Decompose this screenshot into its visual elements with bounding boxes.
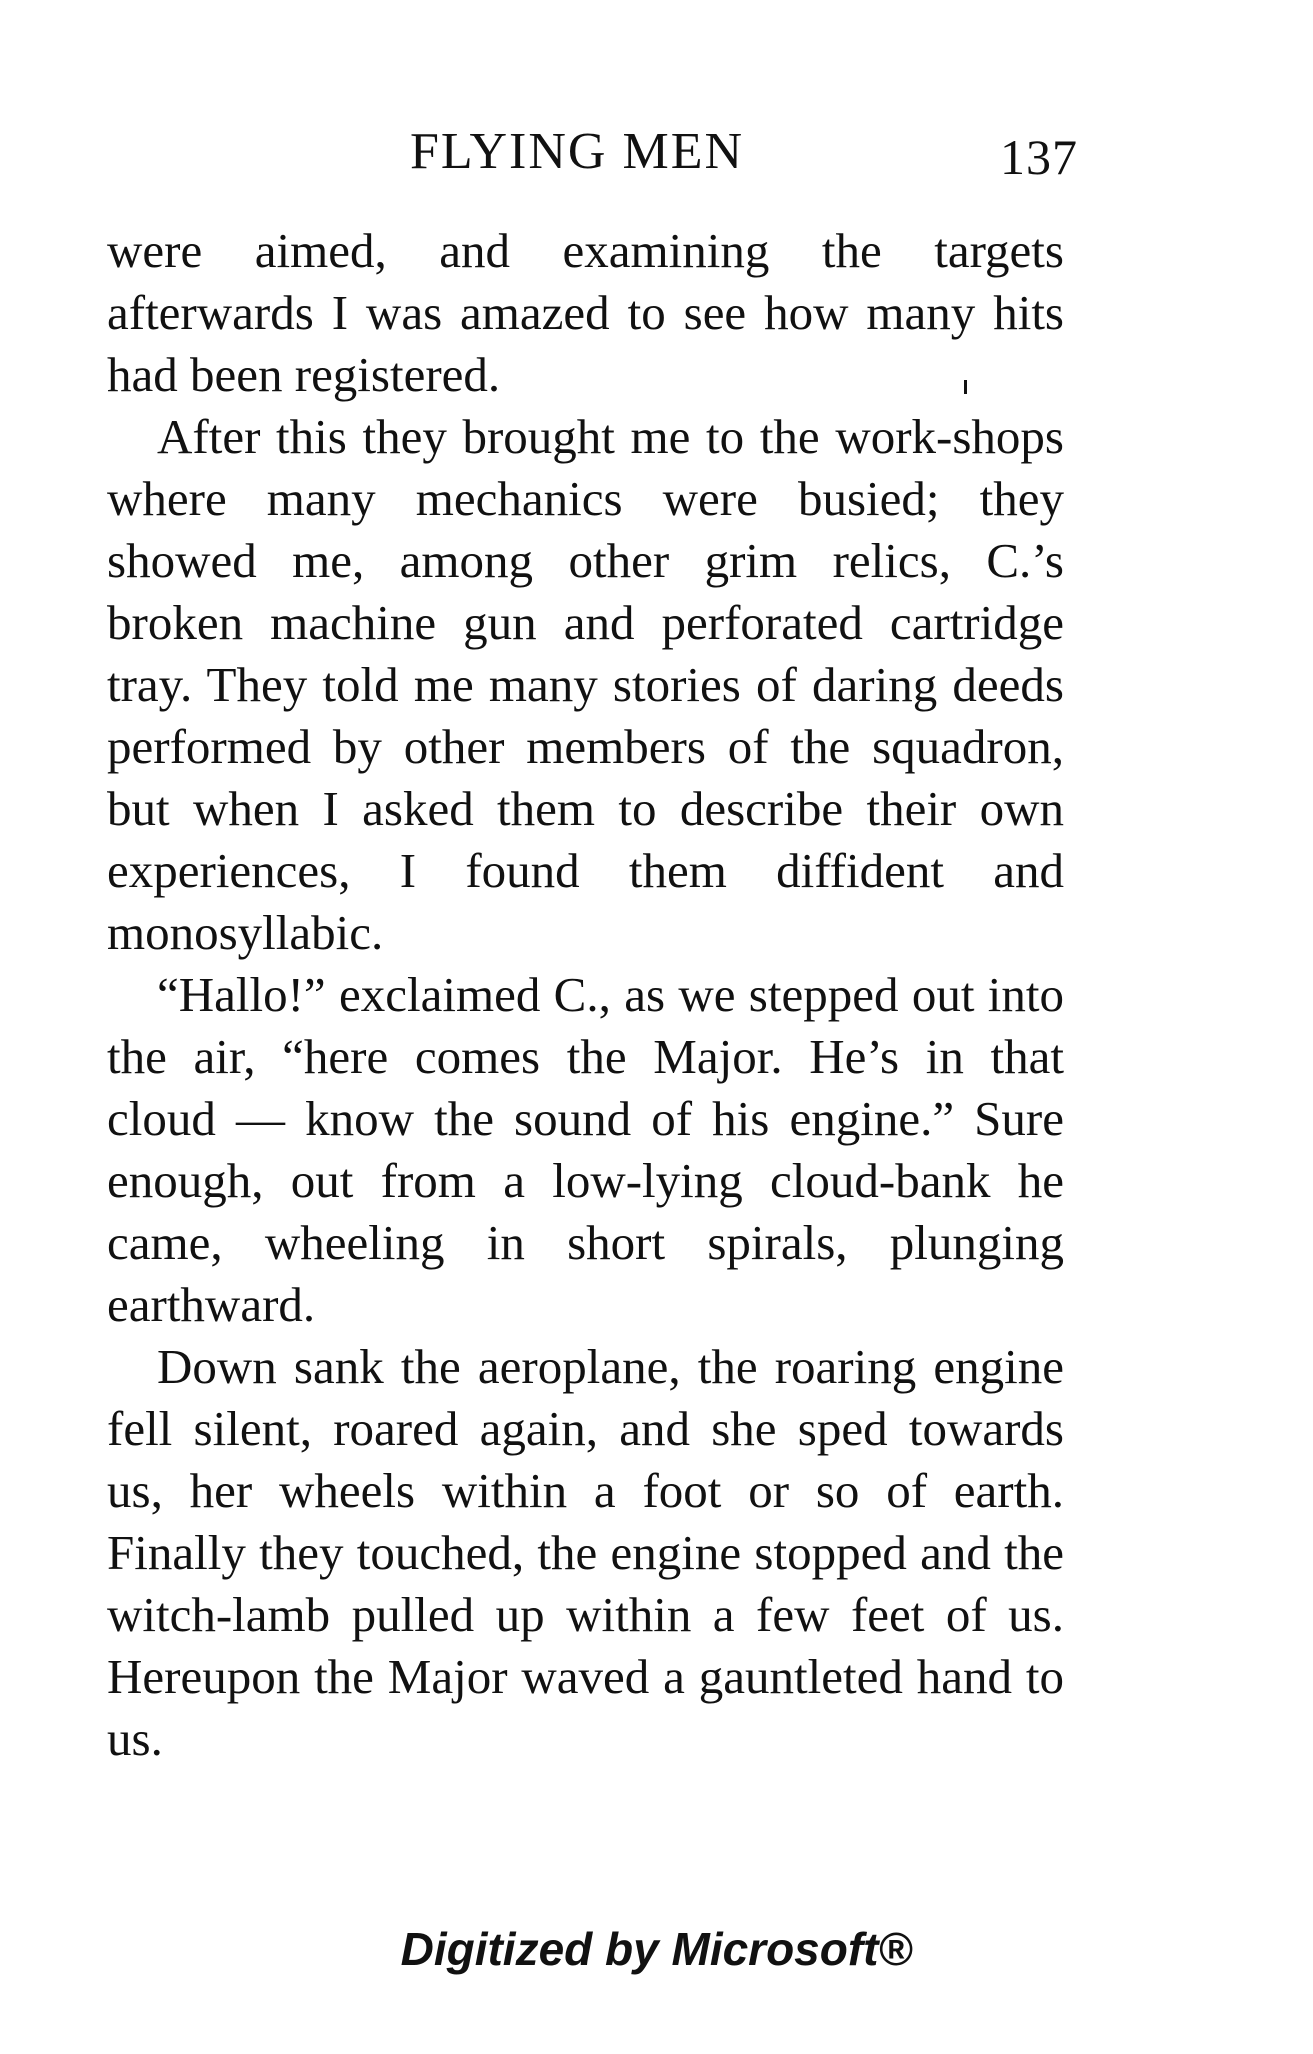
paragraph-workshops: After this they brought me to the work-shops where many mechanics were busied; they showed me, among other grim relics, C.’s broken machine gun and perforated cartridge tray. They told me many stories of daring deeds performed by other members of the squadron, but when I asked them to describe their own experiences, I found them diffident and monosyllabic. xyxy=(107,409,1064,960)
page-number: 137 xyxy=(1000,129,1078,185)
print-speck xyxy=(964,380,967,394)
paragraph-landing: Down sank the aeroplane, the roaring engine fell silent, roared again, and she sped towards us, her wheels within a foot or so of earth. Finally they touched, the engine stopped and the witch-lamb pulled up within a few feet of us. Hereupon the Major waved a gauntleted hand to us. xyxy=(107,1339,1064,1766)
paragraph-continued: were aimed, and examining the targets afterwards I was amazed to see how many hits had been registered. xyxy=(107,223,1064,402)
running-head: FLYING MEN xyxy=(410,123,745,180)
body-text xyxy=(107,220,1064,1770)
page-header xyxy=(0,122,1313,192)
paragraph-major-arrives: “Hallo!” exclaimed C., as we stepped out into the air, “here comes the Major. He’s in that cloud — know the sound of his engine.” Sure enough, out from a low-lying cloud-bank he came, wheeling in short spirals, plunging earthward. xyxy=(107,967,1064,1332)
digitization-watermark: Digitized by Microsoft® xyxy=(400,1923,913,1975)
